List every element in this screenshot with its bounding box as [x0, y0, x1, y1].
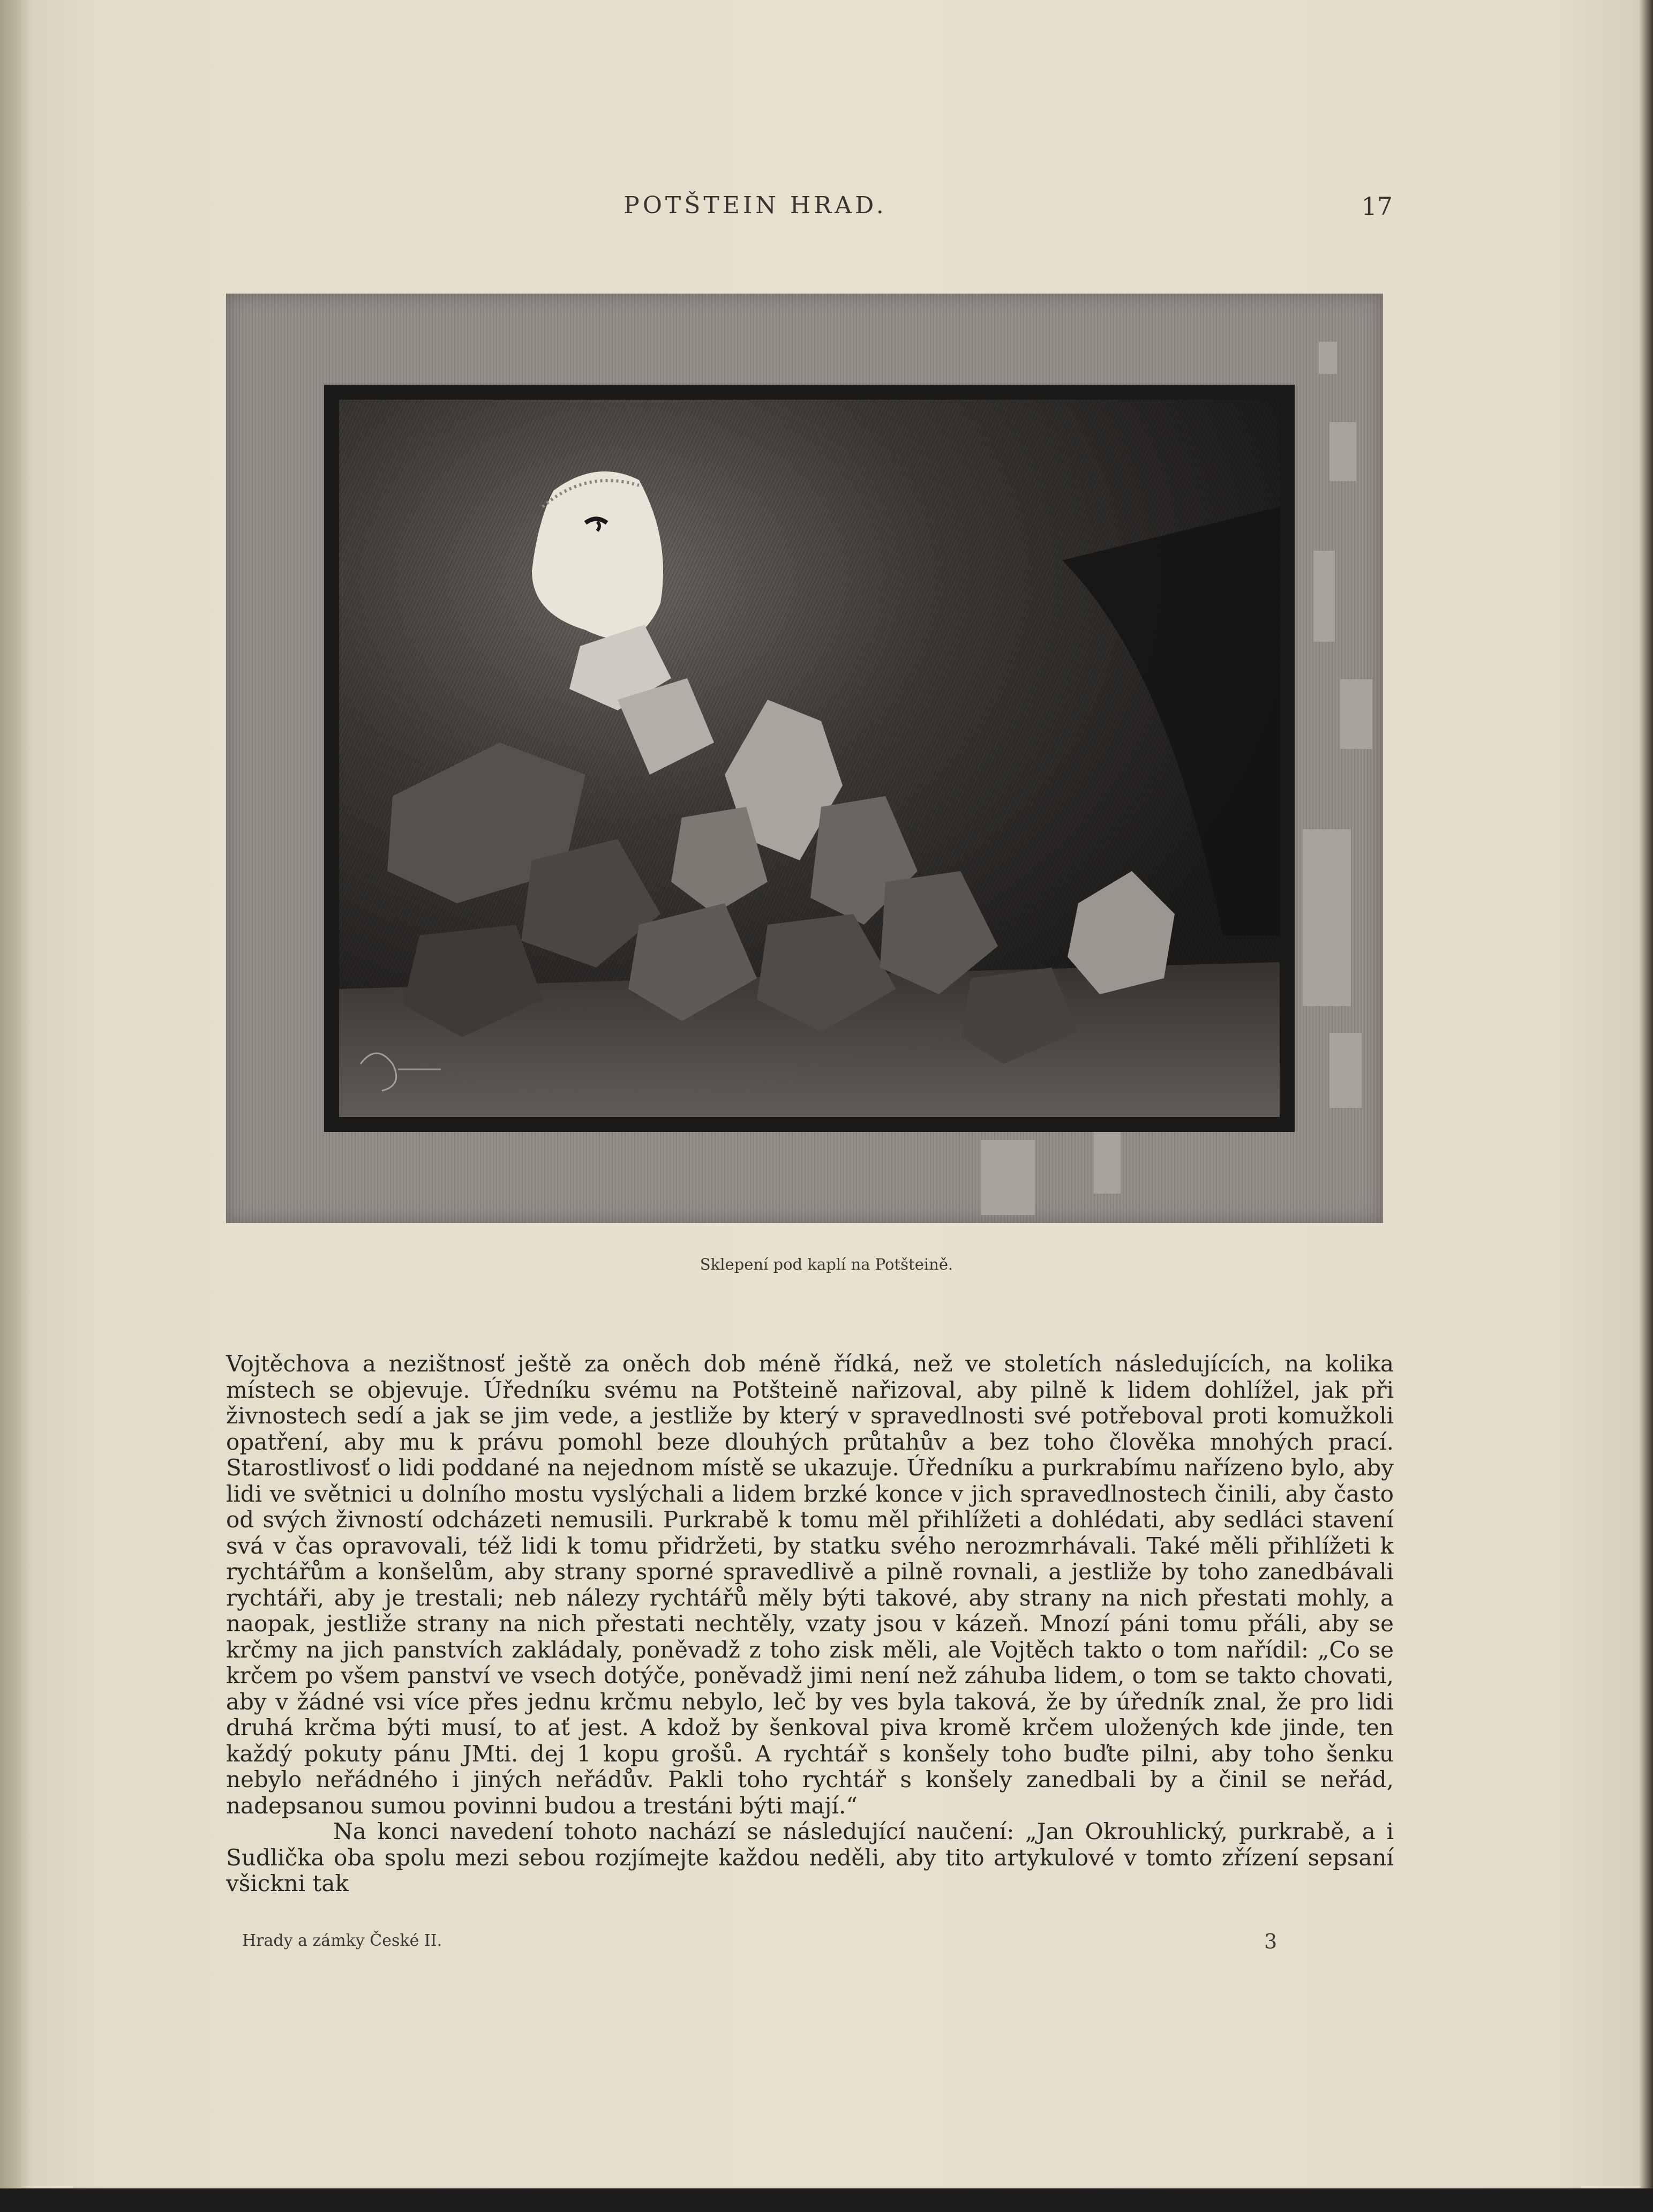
illustration-plate [226, 294, 1383, 1223]
page-number: 17 [1361, 192, 1393, 221]
paragraph: Vojtěchova a nezištnosť ještě za oněch dob méně řídká, než ve stoletích následujících, na kolika místech se objevuje. Úředníku svému na Potšteině nařizoval, aby pilně k lidem dohlížel, jak při živnostech sedí a jak se jim vede, a jestliže by který v spravedlnosti své potřeboval proti komužkoli opatření, aby mu k právu pomohl beze dlouhých průtahův a bez toho člověka mnohých prací. Starostlivosť o lidi poddané na nejednom místě se ukazuje. Úředníku a purkrabímu nařízeno bylo, aby lidi ve světnici u dolního mostu vyslýchali a lidem brzké konce v jich spravedlnostech činili, aby často od svých živností odcházeti nemusili. Purkrabě k tomu měl přihlížeti a dohlédati, aby sedláci stavení svá v čas opravovali, též lidi k tomu přidržeti, by statku svého nerozmrhávali. Také měli přihlížeti k rychtářům a konšelům, aby strany sporné spravedlivě a pilně rovnali, a jestliže by toho zanedbávali rychtáři, aby je trestali; neb nálezy rychtářů měly býti takové, aby strany na nich přestati mohly, a naopak, jestliže strany na nich přestati nechtěly, vzaty jsou v kázeň. Mnozí páni tomu přáli, aby se krčmy na jich panstvích zakládaly, poněvadž z toho zisk měli, ale Vojtěch takto o tom nařídil: „Co se krčem po všem panství ve vsech dotýče, poněvadž jimi není než záhuba lidem, o tom se takto chovati, aby v žádné vsi více přes jednu krčmu nebylo, leč by ves byla taková, že by úředník znal, že pro lidi druhá krčma býti musí, to ať jest. A kdož by šenkoval piva kromě krčem uložených kde jinde, ten každý pokuty pánu JMti. dej 1 kopu grošů. A rychtář s konšely toho buďte pilni, aby toho šenku nebylo neřádného i jiných neřádův. Pakli toho rychtář s konšely zanedbali by a činil se neřád, nadepsanou sumou povinni budou a trestáni býti mají.“ [226, 1351, 1394, 1819]
page-bottom-edge [0, 2188, 1653, 2212]
figure-caption: Sklepení pod kaplí na Potšteině. [700, 1255, 953, 1273]
body-text [226, 1351, 1394, 1897]
cellar-engraving [339, 400, 1280, 1117]
page-right-edge [1639, 0, 1653, 2212]
illustration-frame [324, 385, 1295, 1132]
gutter-shadow [0, 0, 32, 2212]
sheet-signature: Hrady a zámky České II. [242, 1931, 442, 1950]
sheet-number: 3 [1264, 1930, 1278, 1953]
running-header-title: POTŠTEIN HRAD. [623, 192, 887, 219]
engraving-drawing [339, 400, 1280, 1117]
paragraph: Na konci navedení tohoto nachází se následující naučení: „Jan Okrouhlický, purkrabě, a i Sudlička oba spolu mezi sebou rozjímejte každou neděli, aby tito artykulové v tomto zřízení sepsaní všickni tak [226, 1818, 1394, 1896]
